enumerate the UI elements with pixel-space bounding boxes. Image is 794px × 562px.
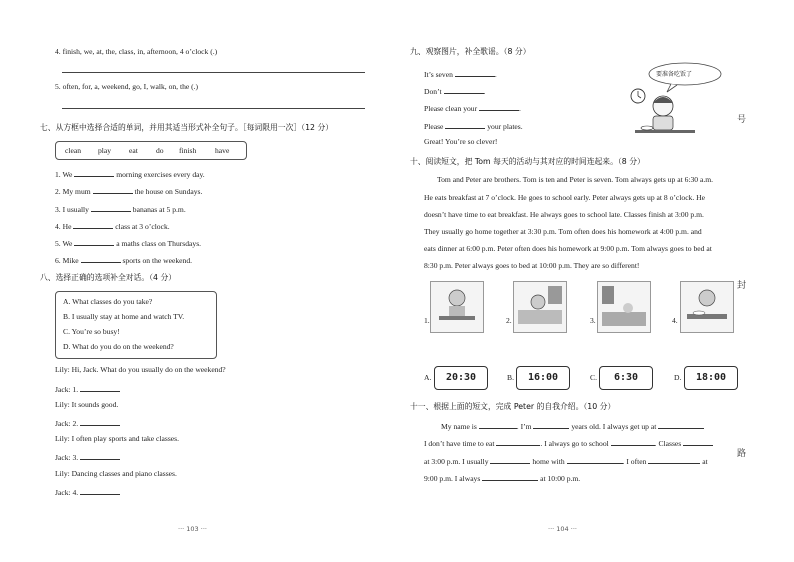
sec7-item: 3. I usually bananas at 5 p.m. — [55, 205, 186, 214]
answer-blank[interactable] — [80, 417, 120, 426]
word: do — [156, 146, 164, 155]
option: B. I usually stay at home and watch TV. — [63, 312, 185, 321]
sentence-q5: 5. often, for, a, weekend, go, I, walk, on, the (.) — [55, 82, 199, 91]
word: eat — [129, 146, 138, 155]
page-number: ··· 103 ··· — [178, 525, 207, 533]
section-10-title: 十、阅读短文，把 Tom 每天的活动与其对应的时间连起来。（8 分） — [410, 157, 645, 166]
clock-label: B. — [507, 373, 514, 382]
word: finish — [179, 146, 197, 155]
sec7-item: 1. We morning exercises every day. — [55, 170, 205, 179]
intro-line-1: My name is . I’m years old. I always get up at — [441, 420, 704, 432]
activity-picture-go-to-bed — [597, 281, 651, 333]
answer-blank[interactable] — [444, 85, 484, 94]
answer-blank[interactable] — [533, 420, 569, 429]
sec7-item: 5. We a maths class on Thursdays. — [55, 239, 202, 248]
song-line: Don’t . — [424, 87, 486, 96]
answer-blank[interactable] — [91, 203, 131, 212]
dialogue-line: Jack: 1. — [55, 383, 120, 395]
dialogue-line: Lily: I often play sports and take classes. — [55, 434, 179, 443]
digital-clock: 20:30 — [434, 366, 488, 390]
options-box — [55, 291, 217, 359]
clock-label: C. — [590, 373, 597, 382]
pic-label: 2. — [506, 316, 512, 325]
answer-blank[interactable] — [482, 472, 538, 481]
intro-line-3: at 3:00 p.m. I usually home with . I often at — [424, 457, 708, 466]
sec7-item: 4. He class at 3 o’clock. — [55, 222, 170, 231]
binding-mark: 号 — [737, 115, 747, 125]
passage-line: Tom and Peter are brothers. Tom is ten and Peter is seven. Tom always gets up at 6:30 a.m. — [437, 175, 714, 184]
sentence-q4: 4. finish, we, at, the, class, in, afternoon, 4 o’clock (.) — [55, 47, 218, 56]
answer-blank[interactable] — [490, 455, 530, 464]
passage-line: 8:30 p.m. Peter always goes to bed at 10:00 p.m. They are so different! — [424, 261, 640, 270]
section-9-title: 九、观察图片，补全歌谣。（8 分） — [410, 47, 531, 56]
answer-blank[interactable] — [567, 455, 623, 464]
intro-line-4: 9:00 p.m. I always at 10:00 p.m. — [424, 474, 581, 483]
answer-blank[interactable] — [80, 383, 120, 392]
passage-line: He eats breakfast at 7 o’clock. He goes to school early. Peter always gets up at 8 o’clock. He — [424, 193, 706, 202]
digital-clock: 16:00 — [516, 366, 570, 390]
answer-blank[interactable] — [74, 168, 114, 177]
option: D. What do you do on the weekend? — [63, 342, 174, 351]
answer-blank[interactable] — [445, 120, 485, 129]
option: C. You’re so busy! — [63, 327, 120, 336]
pic-label: 4. — [672, 316, 678, 325]
answer-blank[interactable] — [455, 68, 495, 77]
digital-clock: 18:00 — [684, 366, 738, 390]
intro-line-2: I don’t have time to eat . I always go to school . Classes — [424, 437, 713, 449]
answer-blank[interactable] — [80, 451, 120, 460]
sec7-item: 2. My mum the house on Sundays. — [55, 187, 203, 196]
word: play — [98, 146, 112, 155]
section-7-title: 七、从方框中选择合适的单词，并用其适当形式补全句子。［每词限用一次］（12 分） — [40, 123, 334, 132]
word-box — [55, 141, 247, 160]
dialogue-line: Jack: 4. — [55, 486, 120, 498]
passage-line: doesn’t have time to eat breakfast. He always goes to school late. Classes finish at 3:00 p.m. — [424, 210, 704, 219]
clock-label: A. — [424, 373, 432, 382]
passage-line: They usually go home together at 3:30 p.m. Tom often does his homework at 4:00 p.m. and — [424, 227, 702, 236]
answer-blank[interactable] — [479, 102, 519, 111]
word: clean — [65, 146, 82, 155]
song-line: Please clean your . — [424, 104, 521, 113]
dialogue-line: Lily: It sounds good. — [55, 400, 119, 409]
pic-label: 3. — [590, 316, 596, 325]
answer-blank[interactable] — [479, 420, 517, 429]
answer-blank[interactable] — [648, 455, 700, 464]
answer-blank[interactable] — [73, 220, 113, 229]
activity-picture-get-up — [513, 281, 567, 333]
answer-blank[interactable] — [81, 254, 121, 263]
answer-blank[interactable] — [611, 437, 655, 446]
sec7-item: 6. Mike sports on the weekend. — [55, 256, 193, 265]
song-line: Great! You’re so clever! — [424, 137, 498, 146]
speech-bubble-text: 要准备吃饭了 — [656, 71, 693, 78]
song-line: Please your plates. — [424, 122, 523, 131]
digital-clock: 6:30 — [599, 366, 653, 390]
section-8-title: 八、选择正确的选项补全对话。（4 分） — [40, 273, 177, 282]
answer-blank[interactable] — [93, 185, 133, 194]
section-11-title: 十一、根据上面的短文，完成 Peter 的自我介绍。（10 分） — [410, 402, 616, 411]
answer-blank[interactable] — [683, 437, 713, 446]
clock-label: D. — [674, 373, 682, 382]
answer-blank[interactable] — [80, 486, 120, 495]
answer-blank[interactable] — [658, 420, 704, 429]
binding-mark: 路 — [737, 449, 747, 459]
answer-blank[interactable] — [74, 237, 114, 246]
pic-label: 1. — [424, 316, 430, 325]
binding-mark: 封 — [737, 281, 747, 291]
answer-blank[interactable] — [496, 437, 540, 446]
dialogue-line: Jack: 2. — [55, 417, 120, 429]
song-line: It’s seven . — [424, 70, 497, 79]
dialogue-line: Lily: Dancing classes and piano classes. — [55, 469, 177, 478]
activity-picture-homework — [430, 281, 484, 333]
passage-line: eats dinner at 6:00 p.m. Peter often does his homework at 9:00 p.m. Tom always goes to bed at — [424, 244, 712, 253]
answer-line[interactable] — [62, 108, 365, 109]
answer-line[interactable] — [62, 72, 365, 73]
option: A. What classes do you take? — [63, 297, 153, 306]
dialogue-line: Lily: Hi, Jack. What do you usually do on the weekend? — [55, 365, 226, 374]
activity-picture-eat-dinner — [680, 281, 734, 333]
word: have — [215, 146, 230, 155]
page-number: ··· 104 ··· — [548, 525, 577, 533]
dialogue-line: Jack: 3. — [55, 451, 120, 463]
